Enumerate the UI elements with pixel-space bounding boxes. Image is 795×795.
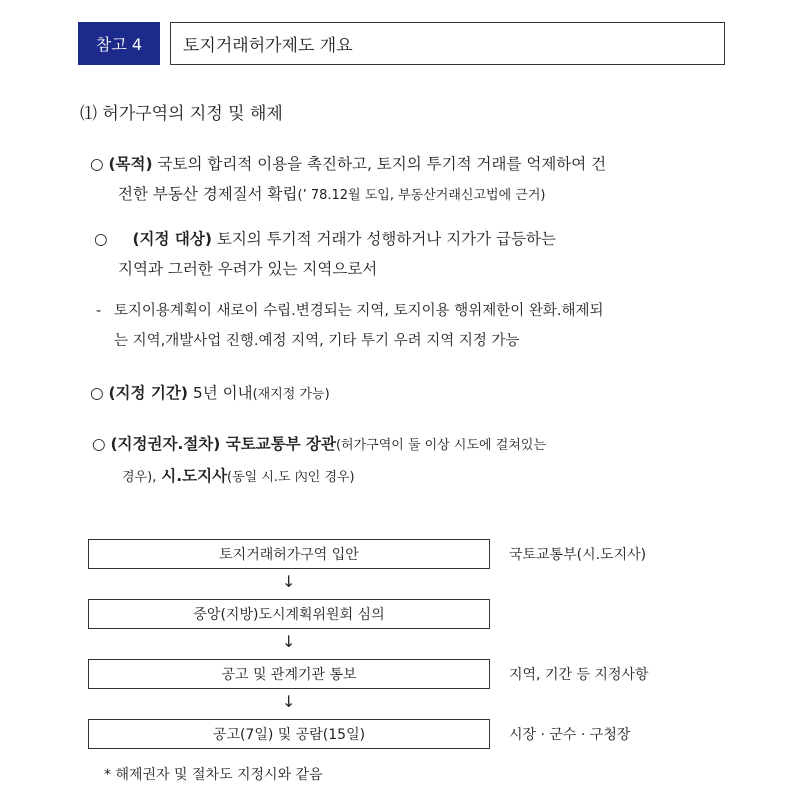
- bullet-marker: ○: [90, 384, 104, 402]
- flow-arrow-2: ↓: [282, 632, 296, 651]
- bullet-target-line2: 지역과 그러한 우려가 있는 지역으로서: [118, 260, 378, 278]
- section-title: ⑴ 허가구역의 지정 및 해제: [80, 104, 283, 124]
- flow-side-note-4: 시장 · 군수 · 구청장: [509, 727, 631, 743]
- document-title-text: 토지거래허가제도 개요: [183, 36, 353, 56]
- target-detail-text-1: 토지이용계획이 새로이 수립.변경되는 지역, 토지이용 행위제한이 완화.해제되: [113, 303, 604, 319]
- target-detail-line1: [96, 299, 604, 320]
- flow-arrow-1: ↓: [282, 572, 296, 591]
- flow-side-note-1: 국토교통부(시.도지사): [509, 547, 647, 563]
- bullet-marker: ○: [92, 435, 106, 453]
- purpose-text-2: 전한 부동산 경제질서 확립: [118, 185, 298, 203]
- flow-arrow-3: ↓: [282, 692, 296, 711]
- purpose-heading: (목적): [108, 155, 153, 173]
- bullet-marker: ○: [94, 230, 108, 248]
- bullet-purpose-line2: [118, 182, 545, 204]
- flow-step-4: [88, 719, 490, 749]
- authority-governor: 시.도지사: [161, 467, 228, 485]
- bullet-purpose-line1: [90, 152, 606, 174]
- bullet-authority-line1: [92, 432, 546, 454]
- authority-note-1b: 경우),: [122, 470, 157, 485]
- flow-step-2-label: 중앙(지방)도시계획위원회 심의: [193, 607, 385, 623]
- purpose-text-1: 국토의 합리적 이용을 촉진하고, 토지의 투기적 거래를 억제하여 건: [152, 155, 607, 173]
- period-value: 5년 이내: [187, 384, 253, 402]
- bullet-period-line: [90, 381, 330, 403]
- authority-note-2: (동일 시.도 內인 경우): [227, 470, 355, 485]
- flow-step-1: [88, 539, 490, 569]
- flow-step-3-label: 공고 및 관계기관 통보: [221, 667, 357, 683]
- flow-step-1-label: 토지거래허가구역 입안: [219, 547, 359, 563]
- target-detail-line2: 는 지역,개발사업 진행.예정 지역, 기타 투기 우려 지역 지정 가능: [114, 333, 520, 349]
- purpose-note: (’ 78.12월 도입, 부동산거래신고법에 근거): [297, 188, 546, 203]
- authority-note-1: (허가구역이 둘 이상 시도에 걸쳐있는: [335, 438, 546, 453]
- bullet-authority-line2: [122, 464, 355, 486]
- bullet-target-line1: [94, 227, 556, 249]
- flow-side-note-3: 지역, 기간 등 지정사항: [509, 667, 649, 683]
- period-heading: (지정 기간): [108, 384, 188, 402]
- period-note: (재지정 가능): [252, 387, 330, 402]
- flow-step-2: [88, 599, 490, 629]
- authority-minister: 국토교통부 장관: [220, 435, 336, 453]
- reference-label: 참고 4: [78, 22, 160, 65]
- authority-heading: (지정권자.절차): [110, 435, 221, 453]
- target-text-1: 토지의 투기적 거래가 성행하거나 지가가 급등하는: [211, 230, 556, 248]
- bullet-marker: ○: [90, 155, 104, 173]
- flow-footnote: * 해제권자 및 절차도 지정시와 같음: [104, 767, 323, 783]
- dash-marker: -: [96, 303, 102, 319]
- flow-step-4-label: 공고(7일) 및 공람(15일): [212, 727, 366, 743]
- flow-step-3: [88, 659, 490, 689]
- target-heading: (지정 대상): [132, 230, 212, 248]
- document-title: [170, 22, 725, 65]
